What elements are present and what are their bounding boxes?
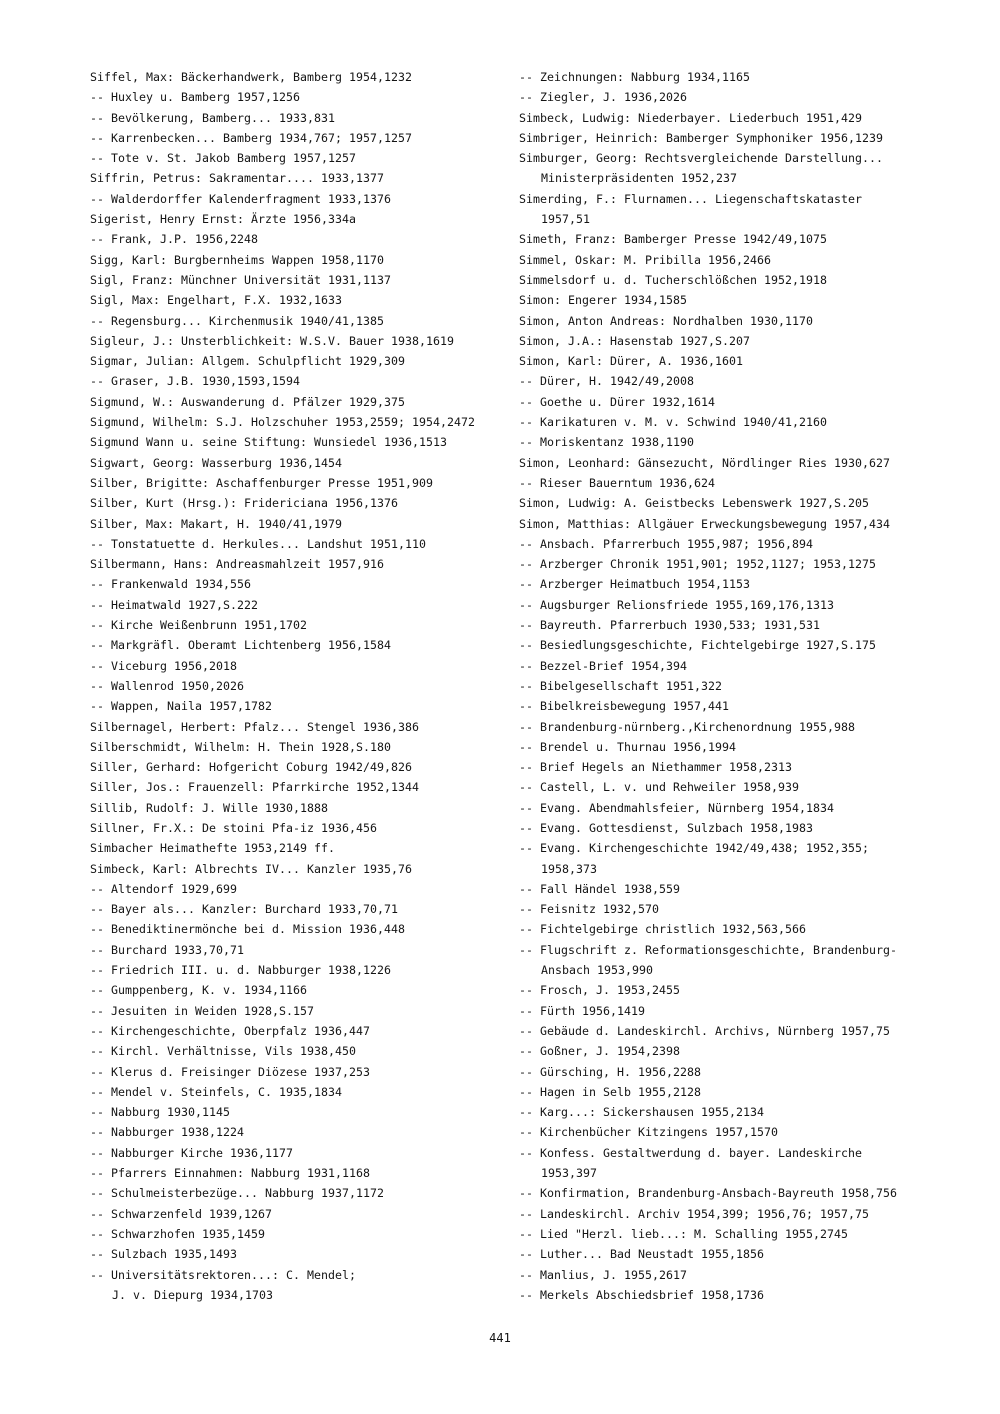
index-entry: Simon, Karl: Dürer, A. 1936,1601 — [519, 354, 744, 369]
index-entry-continuation: 1957,51 — [541, 212, 591, 227]
index-entry: Simon: Engerer 1934,1585 — [519, 293, 688, 308]
index-entry: Sigmund, Wilhelm: S.J. Holzschuher 1953,2559; 1954,2472 — [90, 415, 476, 430]
index-entry: -- Schwarzenfeld 1939,1267 — [90, 1206, 273, 1221]
index-entry: -- Frankenwald 1934,556 — [90, 577, 252, 592]
index-entry: -- Kirche Weißenbrunn 1951,1702 — [90, 618, 308, 633]
index-entry: -- Tote v. St. Jakob Bamberg 1957,1257 — [90, 151, 357, 166]
index-entry: Simerding, F.: Flurnamen... Liegenschaftskataster — [519, 191, 863, 206]
index-entry: -- Nabburger Kirche 1936,1177 — [90, 1145, 294, 1160]
index-entry: -- Bevölkerung, Bamberg... 1933,831 — [90, 110, 336, 125]
index-entry: -- Gürsching, H. 1956,2288 — [519, 1064, 702, 1079]
index-entry: -- Friedrich III. u. d. Nabburger 1938,1226 — [90, 963, 392, 978]
index-entry: -- Castell, L. v. und Rehweiler 1958,939 — [519, 780, 800, 795]
index-entry: Sigl, Max: Engelhart, F.X. 1932,1633 — [90, 293, 343, 308]
index-entry: Silber, Max: Makart, H. 1940/41,1979 — [90, 516, 343, 531]
index-entry-continuation: 1953,397 — [541, 1166, 598, 1181]
index-entry: Simon, Ludwig: A. Geistbecks Lebenswerk 1927,S.205 — [519, 496, 870, 511]
index-entry: -- Fürth 1956,1419 — [519, 1003, 646, 1018]
index-entry: -- Universitätsrektoren...: C. Mendel; — [90, 1267, 357, 1282]
index-entry: Sigmar, Julian: Allgem. Schulpflicht 1929,309 — [90, 354, 406, 369]
index-entry: Simbriger, Heinrich: Bamberger Symphoniker 1956,1239 — [519, 130, 884, 145]
index-entry: -- Tonstatuette d. Herkules... Landshut 1951,110 — [90, 536, 427, 551]
index-entry: -- Gumppenberg, K. v. 1934,1166 — [90, 983, 308, 998]
index-entry: Sigleur, J.: Unsterblichkeit: W.S.V. Bauer 1938,1619 — [90, 333, 455, 348]
index-entry: Sigerist, Henry Ernst: Ärzte 1956,334a — [90, 212, 357, 227]
index-entry: Sigg, Karl: Burgbernheims Wappen 1958,1170 — [90, 252, 385, 267]
index-entry-continuation: 1958,373 — [541, 861, 598, 876]
index-entry: Simmel, Oskar: M. Pribilla 1956,2466 — [519, 252, 772, 267]
index-entry: -- Evang. Gottesdienst, Sulzbach 1958,1983 — [519, 820, 814, 835]
index-entry: -- Lied "Herzl. lieb...: M. Schalling 1955,2745 — [519, 1226, 849, 1241]
index-entry: -- Arzberger Chronik 1951,901; 1952,1127; 1953,1275 — [519, 557, 877, 572]
index-entry: Simbeck, Karl: Albrechts IV... Kanzler 1935,76 — [90, 861, 413, 876]
index-entry: -- Goethe u. Dürer 1932,1614 — [519, 394, 716, 409]
index-entry: -- Merkels Abschiedsbrief 1958,1736 — [519, 1287, 765, 1302]
index-entry: -- Bibelgesellschaft 1951,322 — [519, 678, 723, 693]
index-entry: Silber, Kurt (Hrsg.): Fridericiana 1956,1376 — [90, 496, 399, 511]
index-entry: -- Brief Hegels an Niethammer 1958,2313 — [519, 760, 793, 775]
index-entry: Sigwart, Georg: Wasserburg 1936,1454 — [90, 455, 343, 470]
index-entry: Simbeck, Ludwig: Niederbayer. Liederbuch 1951,429 — [519, 110, 863, 125]
index-entry: Siller, Jos.: Frauenzell: Pfarrkirche 1952,1344 — [90, 780, 420, 795]
index-entry: -- Frosch, J. 1953,2455 — [519, 983, 681, 998]
index-entry: -- Heimatwald 1927,S.222 — [90, 597, 259, 612]
index-entry: Silber, Brigitte: Aschaffenburger Presse 1951,909 — [90, 475, 434, 490]
index-entry-continuation: Ministerpräsidenten 1952,237 — [541, 171, 738, 186]
page-number: 441 — [489, 1331, 511, 1345]
index-entry: -- Moriskentanz 1938,1190 — [519, 435, 695, 450]
index-entry: -- Nabburger 1938,1224 — [90, 1125, 245, 1140]
index-entry: Simburger, Georg: Rechtsvergleichende Darstellung... — [519, 151, 884, 166]
index-entry: -- Augsburger Relionsfriede 1955,169,176,1313 — [519, 597, 835, 612]
right-index-column — [519, 67, 939, 1305]
index-entry: -- Mendel v. Steinfels, C. 1935,1834 — [90, 1084, 343, 1099]
index-entry: -- Kirchenbücher Kitzingens 1957,1570 — [519, 1125, 779, 1140]
index-entry: -- Markgräfl. Oberamt Lichtenberg 1956,1584 — [90, 638, 392, 653]
index-entry: -- Huxley u. Bamberg 1957,1256 — [90, 90, 301, 105]
index-entry: -- Brandenburg-nürnberg.,Kirchenordnung 1955,988 — [519, 719, 856, 734]
index-entry: -- Klerus d. Freisinger Diözese 1937,253 — [90, 1064, 371, 1079]
index-entry: -- Bibelkreisbewegung 1957,441 — [519, 699, 730, 714]
index-entry: -- Karikaturen v. M. v. Schwind 1940/41,2160 — [519, 415, 828, 430]
index-entry: -- Arzberger Heimatbuch 1954,1153 — [519, 577, 751, 592]
index-entry: -- Evang. Abendmahlsfeier, Nürnberg 1954,1834 — [519, 800, 835, 815]
index-entry: Siffel, Max: Bäckerhandwerk, Bamberg 1954,1232 — [90, 70, 413, 84]
index-entry: -- Graser, J.B. 1930,1593,1594 — [90, 374, 301, 389]
index-entry: -- Regensburg... Kirchenmusik 1940/41,1385 — [90, 313, 385, 328]
index-entry: -- Benediktinermönche bei d. Mission 1936,448 — [90, 922, 406, 937]
index-entry: Simmelsdorf u. d. Tucherschlößchen 1952,1918 — [519, 272, 828, 287]
index-entry: -- Karrenbecken... Bamberg 1934,767; 1957,1257 — [90, 130, 413, 145]
index-entry: -- Viceburg 1956,2018 — [90, 658, 238, 673]
index-entry: -- Wallenrod 1950,2026 — [90, 678, 245, 693]
index-entry: -- Besiedlungsgeschichte, Fichtelgebirge 1927,S.175 — [519, 638, 877, 653]
index-entry: -- Wappen, Naila 1957,1782 — [90, 699, 273, 714]
index-entry: -- Kirchengeschichte, Oberpfalz 1936,447 — [90, 1023, 371, 1038]
index-entry: -- Landeskirchl. Archiv 1954,399; 1956,76; 1957,75 — [519, 1206, 870, 1221]
index-entry: -- Kirchl. Verhältnisse, Vils 1938,450 — [90, 1044, 357, 1059]
index-entry: Silbermann, Hans: Andreasmahlzeit 1957,916 — [90, 557, 385, 572]
index-entry: -- Feisnitz 1932,570 — [519, 902, 660, 917]
index-entry: -- Pfarrers Einnahmen: Nabburg 1931,1168 — [90, 1166, 371, 1181]
index-entry: -- Luther... Bad Neustadt 1955,1856 — [519, 1247, 765, 1262]
index-entry: Sigmund Wann u. seine Stiftung: Wunsiedel 1936,1513 — [90, 435, 448, 450]
index-entry: Sillner, Fr.X.: De stoini Pfa-iz 1936,456 — [90, 820, 378, 835]
index-entry: -- Bayer als... Kanzler: Burchard 1933,70,71 — [90, 902, 399, 917]
index-entry: -- Gebäude d. Landeskirchl. Archivs, Nürnberg 1957,75 — [519, 1023, 891, 1038]
index-entry: Silberschmidt, Wilhelm: H. Thein 1928,S.180 — [90, 739, 392, 754]
index-entry: -- Walderdorffer Kalenderfragment 1933,1376 — [90, 191, 392, 206]
index-entry: -- Hagen in Selb 1955,2128 — [519, 1084, 702, 1099]
index-entry: Simon, Anton Andreas: Nordhalben 1930,1170 — [519, 313, 814, 328]
index-entry: Sigmund, W.: Auswanderung d. Pfälzer 1929,375 — [90, 394, 406, 409]
index-entry: -- Fall Händel 1938,559 — [519, 881, 681, 896]
index-entry: Sillib, Rudolf: J. Wille 1930,1888 — [90, 800, 329, 815]
index-entry: -- Flugschrift z. Reformationsgeschichte, Brandenburg- — [519, 942, 898, 957]
index-entry-continuation: Ansbach 1953,990 — [541, 963, 654, 978]
index-entry: -- Zeichnungen: Nabburg 1934,1165 — [519, 70, 751, 84]
index-entry: Simon, Matthias: Allgäuer Erweckungsbewegung 1957,434 — [519, 516, 891, 531]
index-entry: Siffrin, Petrus: Sakramentar.... 1933,1377 — [90, 171, 385, 186]
index-entry: -- Dürer, H. 1942/49,2008 — [519, 374, 695, 389]
index-entry: -- Sulzbach 1935,1493 — [90, 1247, 238, 1262]
index-entry: -- Goßner, J. 1954,2398 — [519, 1044, 681, 1059]
index-entry: -- Schulmeisterbezüge... Nabburg 1937,1172 — [90, 1186, 385, 1201]
index-entry-continuation: J. v. Diepurg 1934,1703 — [112, 1287, 274, 1302]
index-entry: -- Ziegler, J. 1936,2026 — [519, 90, 688, 105]
index-entry: -- Manlius, J. 1955,2617 — [519, 1267, 688, 1282]
index-entry: -- Karg...: Sickershausen 1955,2134 — [519, 1105, 765, 1120]
index-entry: -- Nabburg 1930,1145 — [90, 1105, 231, 1120]
index-entry: -- Ansbach. Pfarrerbuch 1955,987; 1956,894 — [519, 536, 814, 551]
left-index-column — [90, 67, 510, 1305]
index-entry: -- Bezzel-Brief 1954,394 — [519, 658, 688, 673]
index-entry: -- Bayreuth. Pfarrerbuch 1930,533; 1931,531 — [519, 618, 821, 633]
index-entry: -- Brendel u. Thurnau 1956,1994 — [519, 739, 737, 754]
index-entry: Simon, J.A.: Hasenstab 1927,S.207 — [519, 333, 751, 348]
index-entry: -- Fichtelgebirge christlich 1932,563,566 — [519, 922, 807, 937]
index-entry: -- Rieser Bauerntum 1936,624 — [519, 475, 716, 490]
index-entry: Simon, Leonhard: Gänsezucht, Nördlinger Ries 1930,627 — [519, 455, 891, 470]
index-entry: -- Jesuiten in Weiden 1928,S.157 — [90, 1003, 315, 1018]
index-entry: Silbernagel, Herbert: Pfalz... Stengel 1936,386 — [90, 719, 420, 734]
index-entry: Sigl, Franz: Münchner Universität 1931,1137 — [90, 272, 392, 287]
index-entry: -- Evang. Kirchengeschichte 1942/49,438; 1952,355; — [519, 841, 870, 856]
index-entry: Siller, Gerhard: Hofgericht Coburg 1942/49,826 — [90, 760, 413, 775]
index-entry: -- Schwarzhofen 1935,1459 — [90, 1226, 266, 1241]
index-entry: -- Konfess. Gestaltwerdung d. bayer. Landeskirche — [519, 1145, 863, 1160]
index-entry: -- Konfirmation, Brandenburg-Ansbach-Bayreuth 1958,756 — [519, 1186, 898, 1201]
index-entry: -- Burchard 1933,70,71 — [90, 942, 245, 957]
index-entry: -- Frank, J.P. 1956,2248 — [90, 232, 259, 247]
index-entry: Simeth, Franz: Bamberger Presse 1942/49,1075 — [519, 232, 828, 247]
index-entry: -- Altendorf 1929,699 — [90, 881, 238, 896]
index-entry: Simbacher Heimathefte 1953,2149 ff. — [90, 841, 336, 856]
